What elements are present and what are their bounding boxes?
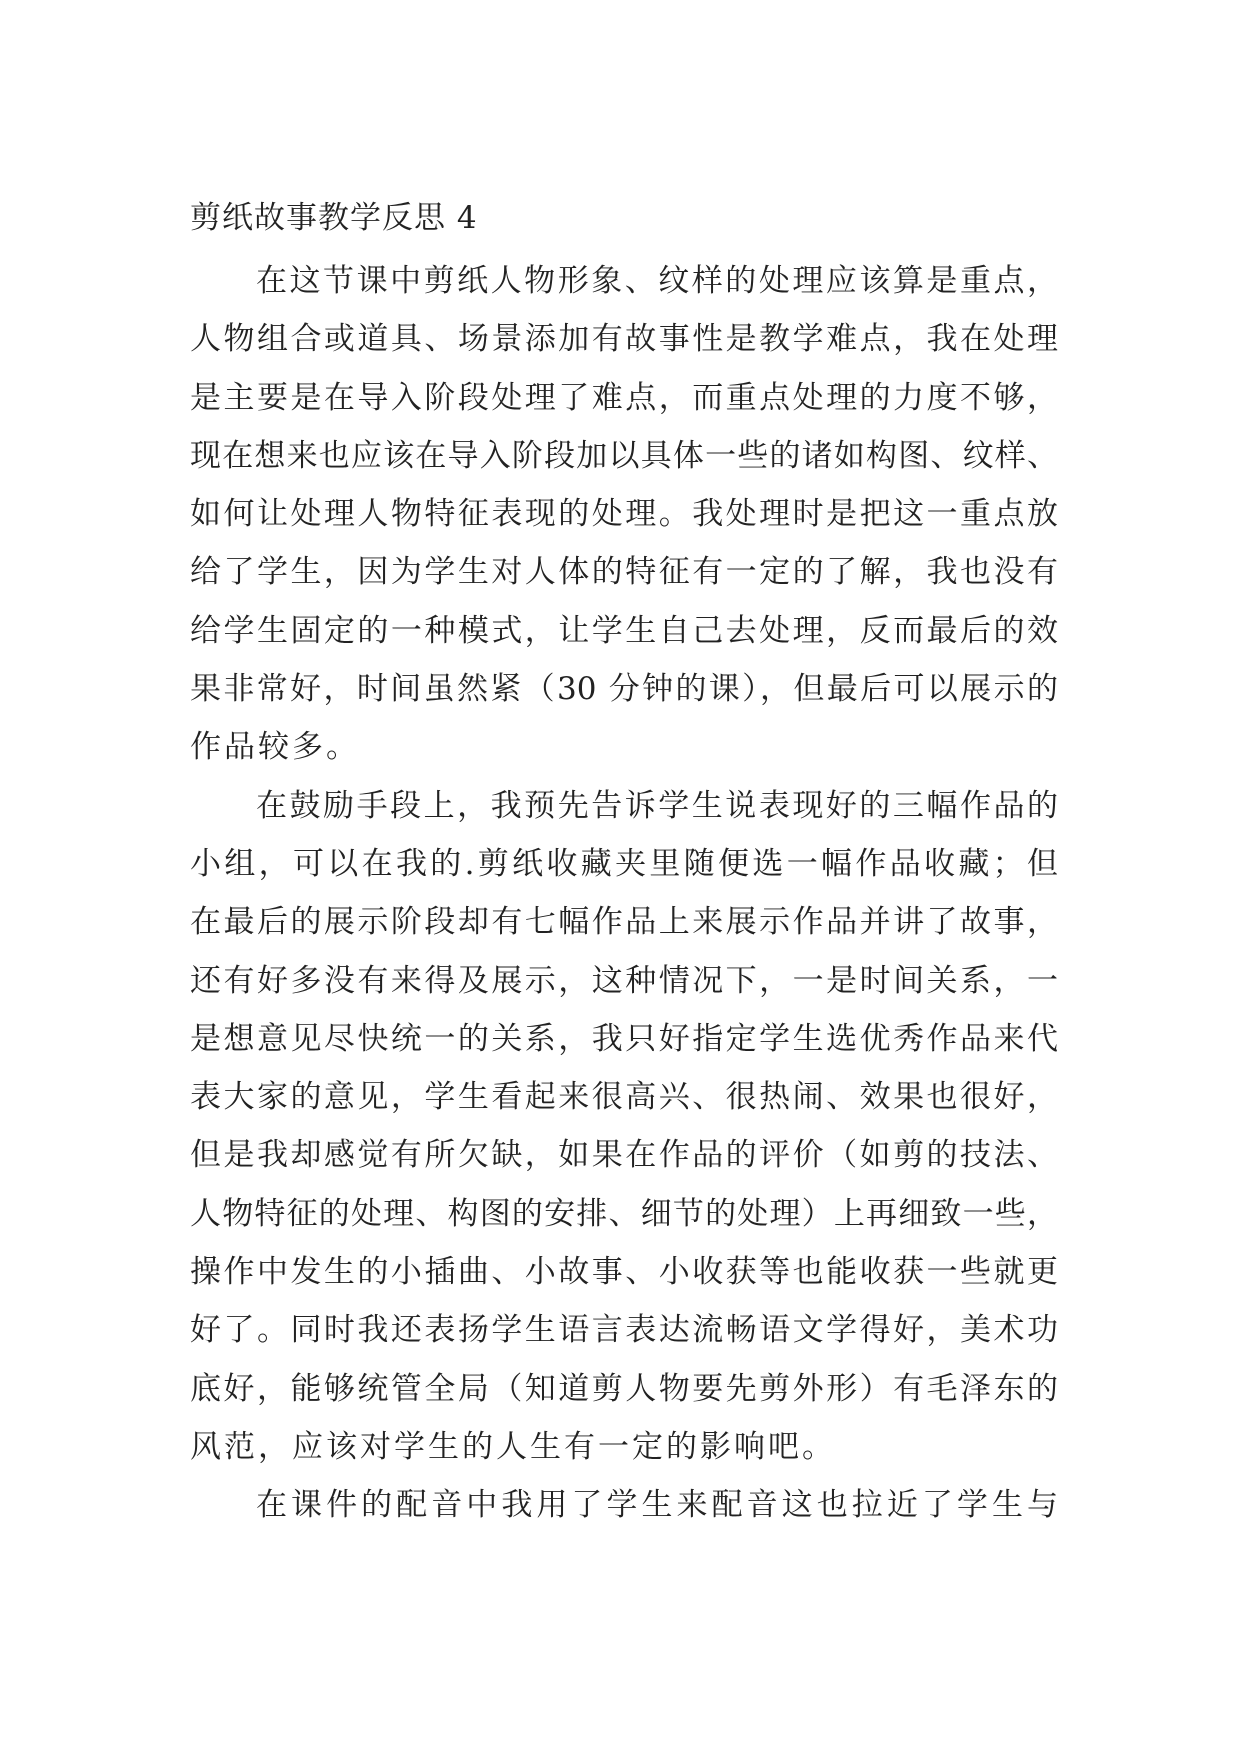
paragraph-line: 小组，可以在我的.剪纸收藏夹里随便选一幅作品收藏；但 xyxy=(190,845,1058,882)
paragraph-line: 好了。同时我还表扬学生语言表达流畅语文学得好，美术功 xyxy=(190,1312,1058,1349)
paragraph-line: 现在想来也应该在导入阶段加以具体一些的诸如构图、纹样、 xyxy=(190,437,1058,474)
paragraph-line: 是主要是在导入阶段处理了难点，而重点处理的力度不够， xyxy=(190,379,1058,416)
paragraph-line: 表大家的意见，学生看起来很高兴、很热闹、效果也很好， xyxy=(190,1079,1058,1116)
paragraph-line: 人物组合或道具、场景添加有故事性是教学难点，我在处理 xyxy=(190,321,1058,358)
document-body xyxy=(190,192,1058,1535)
document-title: 剪纸故事教学反思 4 xyxy=(190,200,478,236)
paragraph-line: 作品较多。 xyxy=(190,729,360,766)
paragraph-line: 给了学生，因为学生对人体的特征有一定的了解，我也没有 xyxy=(190,554,1058,591)
paragraph-3 xyxy=(190,1476,1058,1534)
paragraph-line: 但是我却感觉有所欠缺，如果在作品的评价（如剪的技法、 xyxy=(190,1137,1058,1174)
paragraph-line: 人物特征的处理、构图的安排、细节的处理）上再细致一些， xyxy=(190,1195,1058,1232)
paragraph-line: 是想意见尽快统一的关系，我只好指定学生选优秀作品来代 xyxy=(190,1020,1058,1057)
paragraph-line: 还有好多没有来得及展示，这种情况下，一是时间关系，一 xyxy=(190,962,1058,999)
title-spacing xyxy=(190,244,1058,252)
paragraph-line: 果非常好，时间虽然紧（30 分钟的课），但最后可以展示的 xyxy=(190,671,1058,708)
paragraph-2 xyxy=(190,777,1058,1477)
paragraph-line: 在这节课中剪纸人物形象、纹样的处理应该算是重点， xyxy=(256,263,1058,299)
paragraph-line: 给学生固定的一种模式，让学生自己去处理，反而最后的效 xyxy=(190,612,1058,649)
paragraph-line: 在鼓励手段上，我预先告诉学生说表现好的三幅作品的 xyxy=(256,787,1058,824)
paragraph-line: 如何让处理人物特征表现的处理。我处理时是把这一重点放 xyxy=(190,496,1058,533)
paragraph-1 xyxy=(190,252,1058,777)
paragraph-line: 在课件的配音中我用了学生来配音这也拉近了学生与 xyxy=(256,1487,1058,1524)
paragraph-line: 风范，应该对学生的人生有一定的影响吧。 xyxy=(190,1428,836,1465)
paragraph-line: 底好，能够统管全局（知道剪人物要先剪外形）有毛泽东的 xyxy=(190,1370,1058,1407)
paragraph-line: 操作中发生的小插曲、小故事、小收获等也能收获一些就更 xyxy=(190,1254,1058,1291)
paragraph-line: 在最后的展示阶段却有七幅作品上来展示作品并讲了故事， xyxy=(190,904,1058,941)
